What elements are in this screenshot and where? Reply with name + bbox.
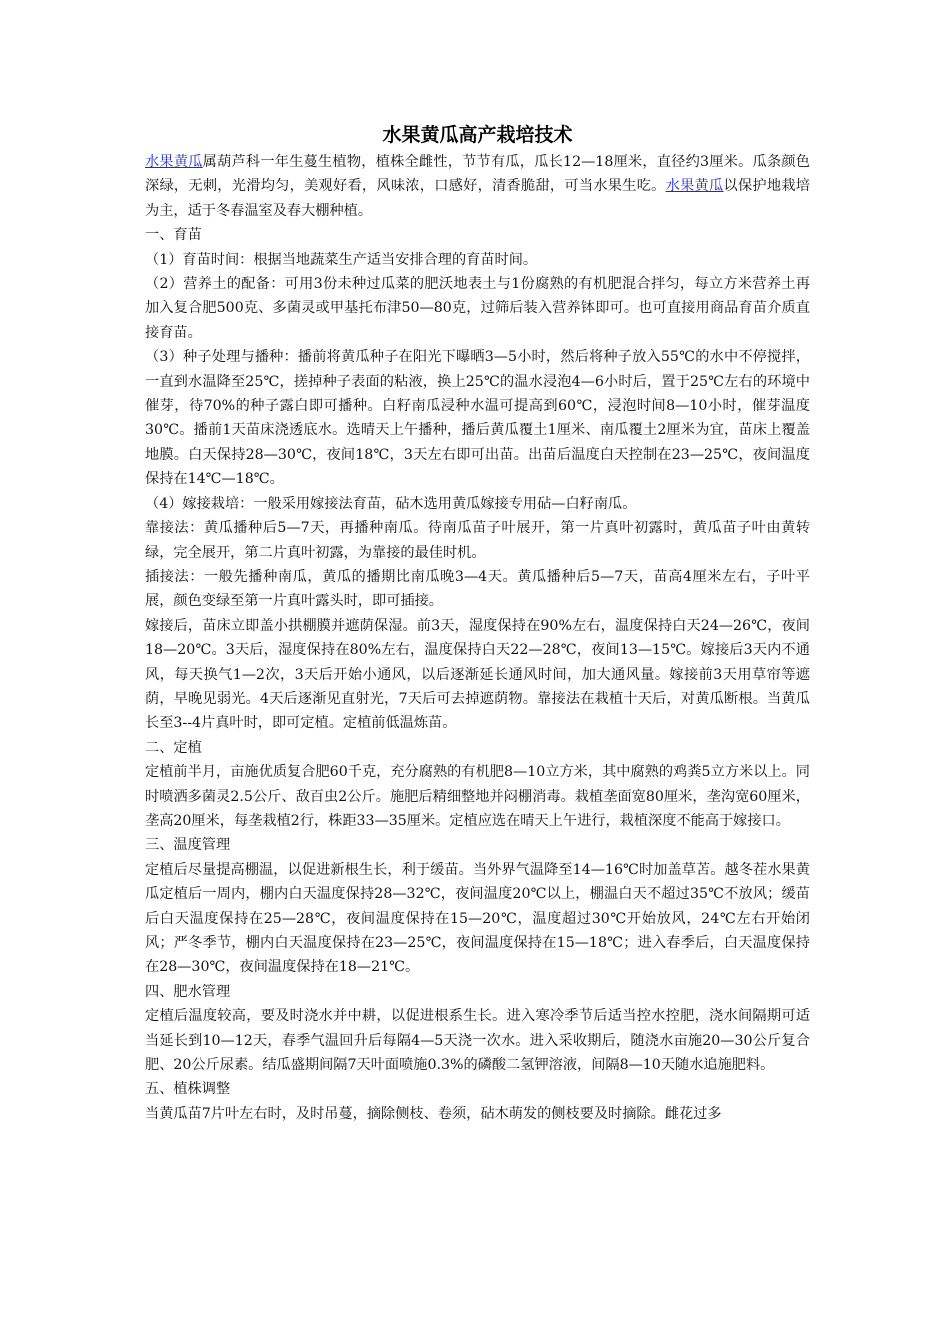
body-paragraph: 定植后尽量提高棚温，以促进新根生长，利于缓苗。当外界气温降至14—16℃时加盖草苫。越冬茬水果黄瓜定植后一周内，棚内白天温度保持28—32℃，夜间温度20℃以上，棚温白天不超过35℃不放风；缓苗后白天温度保持在25—28℃，夜间温度保持在15—20℃，温度超过30℃开始放风，24℃左右开始闭风；严冬季节，棚内白天温度保持在23—25℃，夜间温度保持在15—18℃；进入春季后，白天温度保持在28—30℃，夜间温度保持在18—21℃。: [145, 861, 810, 976]
section-heading: 三、温度管理: [145, 837, 231, 854]
body-paragraph: 靠接法：黄瓜播种后5—7天，再播种南瓜。待南瓜苗子叶展开，第一片真叶初露时，黄瓜苗子叶由黄转绿，完全展开，第二片真叶初露，为靠接的最佳时机。: [145, 520, 810, 561]
intro-text: 以保护地栽培为主，适于冬春温室及春大棚种植。: [145, 178, 810, 219]
keyword-link[interactable]: 水果黄瓜: [145, 154, 203, 170]
body-paragraph: 嫁接后，苗床立即盖小拱棚膜并遮荫保湿。前3天，湿度保持在90%左右，温度保持白天24—26℃，夜间18—20℃。3天后，湿度保持在80%左右，温度保持白天22—28℃，夜间13—15℃。嫁接后3天内不通风，每天换气1—2次，3天后开始小通风，以后逐渐延长通风时间，加大通风量。嫁接前3天用草帘等遮荫，早晚见弱光。4天后逐渐见直射光，7天后可去掉遮荫物。靠接法在栽植十天后，对黄瓜断根。当黄瓜长至3--4片真叶时，即可定植。定植前低温炼苗。: [145, 617, 810, 732]
section-heading: 四、肥水管理: [145, 983, 231, 1000]
body-paragraph: （3）种子处理与播种：播前将黄瓜种子在阳光下曝晒3—5小时，然后将种子放入55℃的水中不停搅拌，一直到水温降至25℃，搓掉种子表面的粘液，换上25℃的温水浸泡4—6小时后，置于25℃左右的环境中催芽，待70%的种子露白即可播种。白籽南瓜浸种水温可提高到60℃，浸泡时间8—10小时，催芽温度30℃。播前1天苗床浇透底水。选晴天上午播种，播后黄瓜覆土1厘米、南瓜覆土2厘米为宜，苗床上覆盖地膜。白天保持28—30℃，夜间18℃，3天左右即可出苗。出苗后温度白天控制在23—25℃，夜间温度保持在14℃—18℃。: [145, 349, 810, 488]
body-paragraph: 插接法：一般先播种南瓜，黄瓜的播期比南瓜晚3—4天。黄瓜播种后5—7天，苗高4厘米左右，子叶平展，颜色变绿至第一片真叶露头时，即可插接。: [145, 568, 810, 610]
body-paragraph: （1）育苗时间：根据当地蔬菜生产适当安排合理的育苗时间。: [145, 251, 538, 268]
page-title: 水果黄瓜高产栽培技术: [382, 124, 573, 146]
intro-paragraph: [145, 150, 810, 223]
section-heading: 二、定植: [145, 739, 202, 756]
body-paragraph: 定植后温度较高，要及时浇水并中耕，以促进根系生长。进入寒冷季节后适当控水控肥，浇水间隔期可适当延长到10—12天，春季气温回升后每隔4—5天浇一次水。进入采收期后，随浇水亩施20—30公斤复合肥、20公斤尿素。结瓜盛期间隔7天叶面喷施0.3%的磷酸二氢钾溶液，间隔8—10天随水追施肥料。: [145, 1008, 810, 1074]
document-page: [145, 118, 810, 1126]
body-paragraph: （4）嫁接栽培：一般采用嫁接法育苗，砧木选用黄瓜嫁接专用砧—白籽南瓜。: [145, 495, 637, 512]
section-heading: 一、育苗: [145, 227, 202, 244]
intro-text: 属葫芦科一年生蔓生植物，植株全雌性，节节有瓜，瓜长12—18厘米，直径约3厘米。瓜条颜色深绿，无刺，光滑均匀，美观好看，风味浓，口感好，清香脆甜，可当水果生吃。: [145, 154, 810, 195]
section-heading: 五、植株调整: [145, 1081, 231, 1098]
body-paragraph: 当黄瓜苗7片叶左右时，及时吊蔓，摘除侧枝、卷须，砧木萌发的侧枝要及时摘除。雌花过多: [145, 1105, 722, 1122]
body-paragraph: （2）营养土的配备：可用3份未种过瓜菜的肥沃地表土与1份腐熟的有机肥混合拌匀，每立方米营养土再加入复合肥500克、多菌灵或甲基托布津50—80克，过筛后装入营养钵即可。也可直接用商品育苗介质直接育苗。: [145, 276, 810, 341]
body-paragraph: 定植前半月，亩施优质复合肥60千克，充分腐熟的有机肥8—10立方米，其中腐熟的鸡粪5立方米以上。同时喷洒多菌灵2.5公斤、敌百虫2公斤。施肥后精细整地并闷棚消毒。栽植垄面宽80厘米，垄沟宽60厘米，垄高20厘米，每垄栽植2行，株距33—35厘米。定植应选在晴天上午进行，栽植深度不能高于嫁接口。: [145, 764, 810, 829]
keyword-link[interactable]: 水果黄瓜: [665, 178, 724, 195]
